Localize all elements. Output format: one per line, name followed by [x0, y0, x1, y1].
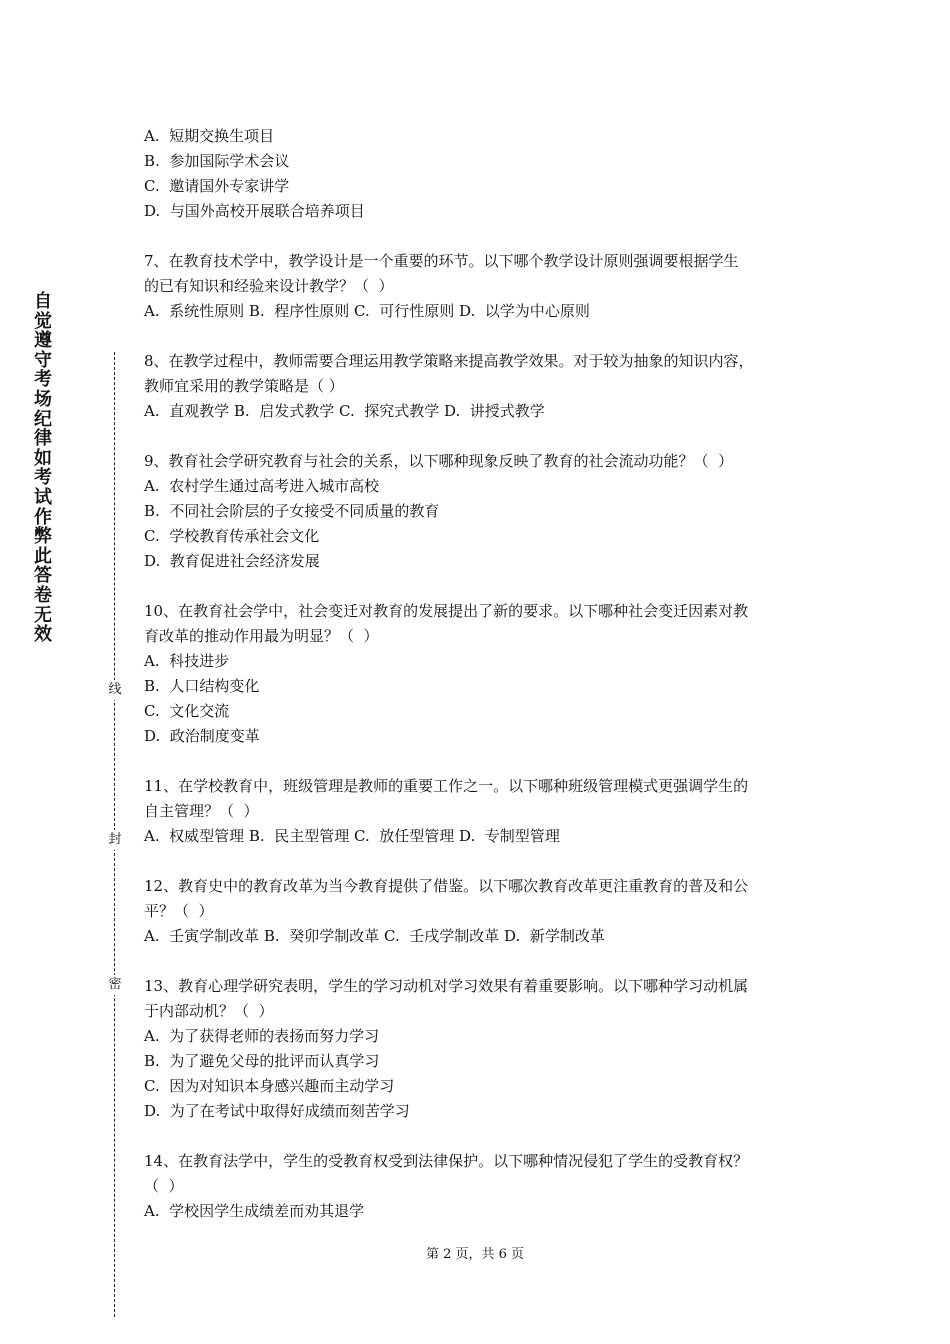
- option-line: A. 短期交换生项目: [144, 127, 275, 145]
- question-13: [144, 974, 824, 1124]
- option-line: B. 参加国际学术会议: [144, 152, 290, 170]
- question-11: [144, 774, 824, 849]
- question-stem: 7、在教育技术学中，教学设计是一个重要的环节。以下哪个教学设计原则强调要根据学生: [144, 252, 739, 270]
- question-10: [144, 599, 824, 749]
- binding-label-secret: 密: [106, 975, 124, 995]
- binding-label-line: 线: [106, 680, 124, 700]
- question-6-options: [144, 124, 824, 224]
- option-line: C. 因为对知识本身感兴趣而主动学习: [144, 1077, 395, 1095]
- question-stem: 自主管理？（ ）: [144, 802, 259, 820]
- option-line: A. 科技进步: [144, 652, 230, 670]
- option-line: B. 不同社会阶层的子女接受不同质量的教育: [144, 502, 440, 520]
- question-stem: 的已有知识和经验来设计教学？（ ）: [144, 277, 394, 295]
- question-stem: 12、教育史中的教育改革为当今教育提供了借鉴。以下哪次教育改革更注重教育的普及和公: [144, 877, 749, 895]
- question-8: [144, 349, 824, 424]
- option-line: A. 农村学生通过高考进入城市高校: [144, 477, 380, 495]
- question-stem: 育改革的推动作用最为明显？（ ）: [144, 627, 379, 645]
- option-line: A. 系统性原则 B. 程序性原则 C. 可行性原则 D. 以学为中心原则: [144, 302, 590, 320]
- exam-discipline-warning: 自觉遵守考场纪律如考试作弊此答卷无效: [34, 291, 52, 646]
- question-stem: 14、在教育法学中，学生的受教育权受到法律保护。以下哪种情况侵犯了学生的受教育权？: [144, 1152, 749, 1170]
- page-number: 第 2 页，共 6 页: [425, 1247, 525, 1262]
- option-line: D. 为了在考试中取得好成绩而刻苦学习: [144, 1102, 410, 1120]
- question-stem: （ ）: [144, 1177, 184, 1195]
- option-line: A. 权威型管理 B. 民主型管理 C. 放任型管理 D. 专制型管理: [144, 827, 560, 845]
- question-12: [144, 874, 824, 949]
- question-stem: 9、教育社会学研究教育与社会的关系，以下哪种现象反映了教育的社会流动功能？（ ）: [144, 452, 734, 470]
- option-line: C. 邀请国外专家讲学: [144, 177, 290, 195]
- question-stem: 8、在教学过程中，教师需要合理运用教学策略来提高教学效果。对于较为抽象的知识内容，: [144, 352, 754, 370]
- question-stem: 10、在教育社会学中，社会变迁对教育的发展提出了新的要求。以下哪种社会变迁因素对教: [144, 602, 749, 620]
- option-line: B. 人口结构变化: [144, 677, 260, 695]
- binding-label-seal: 封: [106, 830, 124, 850]
- option-line: A. 直观教学 B. 启发式教学 C. 探究式教学 D. 讲授式教学: [144, 402, 545, 420]
- option-line: A. 壬寅学制改革 B. 癸卯学制改革 C. 壬戌学制改革 D. 新学制改革: [144, 927, 605, 945]
- question-9: [144, 449, 824, 574]
- option-line: C. 学校教育传承社会文化: [144, 527, 320, 545]
- question-14: [144, 1149, 824, 1224]
- option-line: A. 为了获得老师的表扬而努力学习: [144, 1027, 380, 1045]
- question-stem: 平？（ ）: [144, 902, 214, 920]
- question-stem: 13、教育心理学研究表明，学生的学习动机对学习效果有着重要影响。以下哪种学习动机属: [144, 977, 749, 995]
- question-list: [144, 124, 824, 1249]
- option-line: D. 教育促进社会经济发展: [144, 552, 320, 570]
- option-line: A. 学校因学生成绩差而劝其退学: [144, 1202, 365, 1220]
- option-line: C. 文化交流: [144, 702, 230, 720]
- question-stem: 教师宜采用的教学策略是（ ）: [144, 377, 344, 395]
- option-line: D. 政治制度变革: [144, 727, 260, 745]
- option-line: D. 与国外高校开展联合培养项目: [144, 202, 365, 220]
- question-stem: 于内部动机？（ ）: [144, 1002, 274, 1020]
- question-stem: 11、在学校教育中，班级管理是教师的重要工作之一。以下哪种班级管理模式更强调学生的: [144, 777, 749, 795]
- question-7: [144, 249, 824, 324]
- option-line: B. 为了避免父母的批评而认真学习: [144, 1052, 380, 1070]
